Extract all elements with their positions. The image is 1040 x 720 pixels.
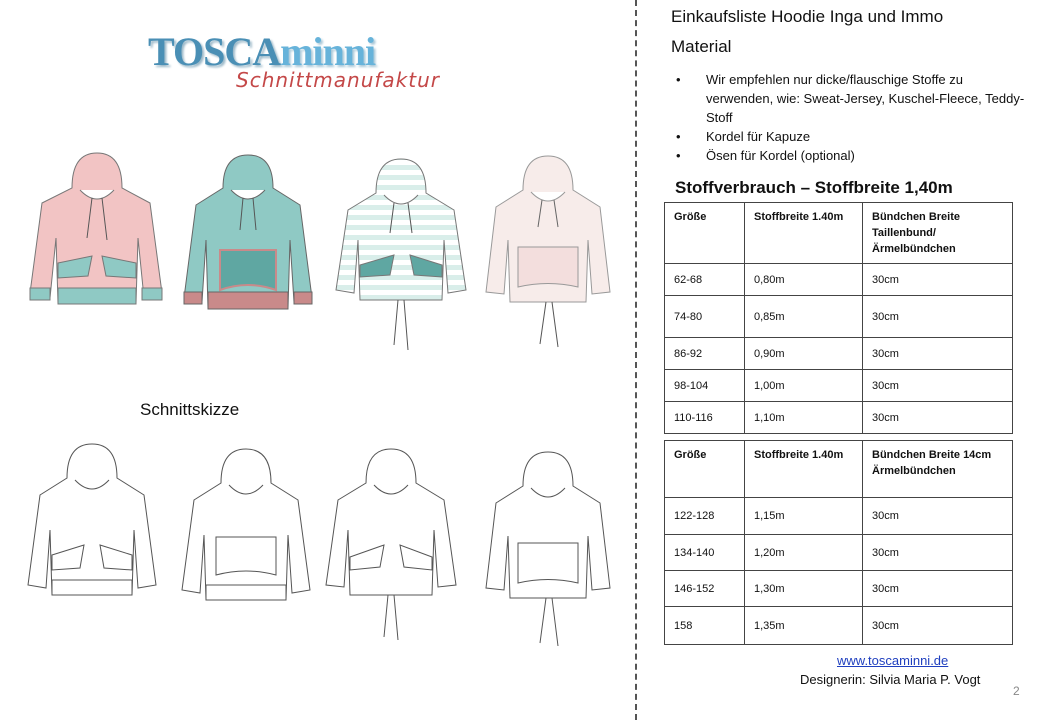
bullet-icon: • bbox=[676, 72, 681, 87]
hoodie-illustration-striped bbox=[328, 155, 474, 355]
list-item bbox=[676, 70, 1026, 127]
hoodie-sketch-2 bbox=[176, 445, 316, 610]
table-cell: 30cm bbox=[863, 571, 1013, 607]
hoodie-sketch-4 bbox=[478, 448, 618, 648]
table-cell: 62-68 bbox=[665, 264, 745, 296]
hoodie-illustration-floral bbox=[478, 152, 618, 352]
table-header-cell: Größe bbox=[665, 441, 745, 498]
logo-tagline: Schnittmanufaktur bbox=[236, 68, 440, 92]
document-title: Einkaufsliste Hoodie Inga und Immo bbox=[671, 7, 944, 26]
list-item-text: Kordel für Kapuze bbox=[706, 129, 811, 144]
table-header-row bbox=[665, 203, 1013, 264]
logo-part-minni: minni bbox=[280, 29, 376, 74]
list-item bbox=[676, 127, 1026, 146]
hoodie-sketch-3 bbox=[318, 445, 464, 645]
table-cell: 0,85m bbox=[745, 296, 863, 338]
fabric-table-small-sizes bbox=[664, 202, 1013, 434]
table-row bbox=[665, 498, 1013, 535]
hoodie-illustration-pink bbox=[22, 148, 170, 318]
table-cell: 30cm bbox=[863, 264, 1013, 296]
table-row bbox=[665, 607, 1013, 645]
list-item bbox=[676, 146, 1026, 165]
page-divider bbox=[635, 0, 637, 720]
table-cell: 1,35m bbox=[745, 607, 863, 645]
table-row bbox=[665, 535, 1013, 571]
hoodie-illustration-teal bbox=[178, 150, 318, 320]
table-row bbox=[665, 296, 1013, 338]
table-cell: 30cm bbox=[863, 296, 1013, 338]
table-cell: 1,10m bbox=[745, 402, 863, 434]
material-list bbox=[676, 70, 1026, 165]
bullet-icon: • bbox=[676, 148, 681, 163]
list-item-text: Wir empfehlen nur dicke/flauschige Stoffe zu verwenden, wie: Sweat-Jersey, Kuschel-Fleece, Teddy-Stoff bbox=[706, 72, 1025, 125]
table-cell: 30cm bbox=[863, 402, 1013, 434]
table-cell: 30cm bbox=[863, 535, 1013, 571]
right-panel bbox=[640, 0, 1040, 720]
table-row bbox=[665, 338, 1013, 370]
table-cell: 1,00m bbox=[745, 370, 863, 402]
table-header-cell: Größe bbox=[665, 203, 745, 264]
hoodie-sketch-1 bbox=[22, 440, 162, 610]
table-cell: 30cm bbox=[863, 498, 1013, 535]
sketch-title: Schnittskizze bbox=[140, 400, 240, 419]
table-cell: 30cm bbox=[863, 607, 1013, 645]
page-number: 2 bbox=[1013, 684, 1020, 698]
table-cell: 74-80 bbox=[665, 296, 745, 338]
table-cell: 30cm bbox=[863, 338, 1013, 370]
table-header-row bbox=[665, 441, 1013, 498]
table-cell: 30cm bbox=[863, 370, 1013, 402]
table-cell: 1,20m bbox=[745, 535, 863, 571]
table-cell: 1,30m bbox=[745, 571, 863, 607]
fabric-table-large-sizes bbox=[664, 440, 1013, 645]
table-row bbox=[665, 370, 1013, 402]
table-row bbox=[665, 571, 1013, 607]
list-item-text: Ösen für Kordel (optional) bbox=[706, 148, 855, 163]
table-cell: 86-92 bbox=[665, 338, 745, 370]
table-header-cell: Stoffbreite 1.40m bbox=[745, 203, 863, 264]
logo-part-tosca: TOSCA bbox=[148, 29, 281, 74]
bullet-icon: • bbox=[676, 129, 681, 144]
table-cell: 0,80m bbox=[745, 264, 863, 296]
designer-credit: Designerin: Silvia Maria P. Vogt bbox=[800, 672, 981, 687]
table-cell: 0,90m bbox=[745, 338, 863, 370]
table-cell: 134-140 bbox=[665, 535, 745, 571]
table-row bbox=[665, 264, 1013, 296]
table-header-cell: Stoffbreite 1.40m bbox=[745, 441, 863, 498]
table-header-cell: Bündchen Breite Taillenbund/ Ärmelbündchen bbox=[863, 203, 1013, 264]
table-header-cell: Bündchen Breite 14cm Ärmelbündchen bbox=[863, 441, 1013, 498]
fabric-heading: Stoffverbrauch – Stoffbreite 1,40m bbox=[675, 178, 953, 197]
table-cell: 1,15m bbox=[745, 498, 863, 535]
table-cell: 110-116 bbox=[665, 402, 745, 434]
table-row bbox=[665, 402, 1013, 434]
table-cell: 98-104 bbox=[665, 370, 745, 402]
table-cell: 122-128 bbox=[665, 498, 745, 535]
brand-logo bbox=[148, 28, 448, 108]
material-heading: Material bbox=[671, 37, 732, 56]
table-cell: 146-152 bbox=[665, 571, 745, 607]
table-cell: 158 bbox=[665, 607, 745, 645]
website-link[interactable]: www.toscaminni.de bbox=[837, 653, 949, 668]
